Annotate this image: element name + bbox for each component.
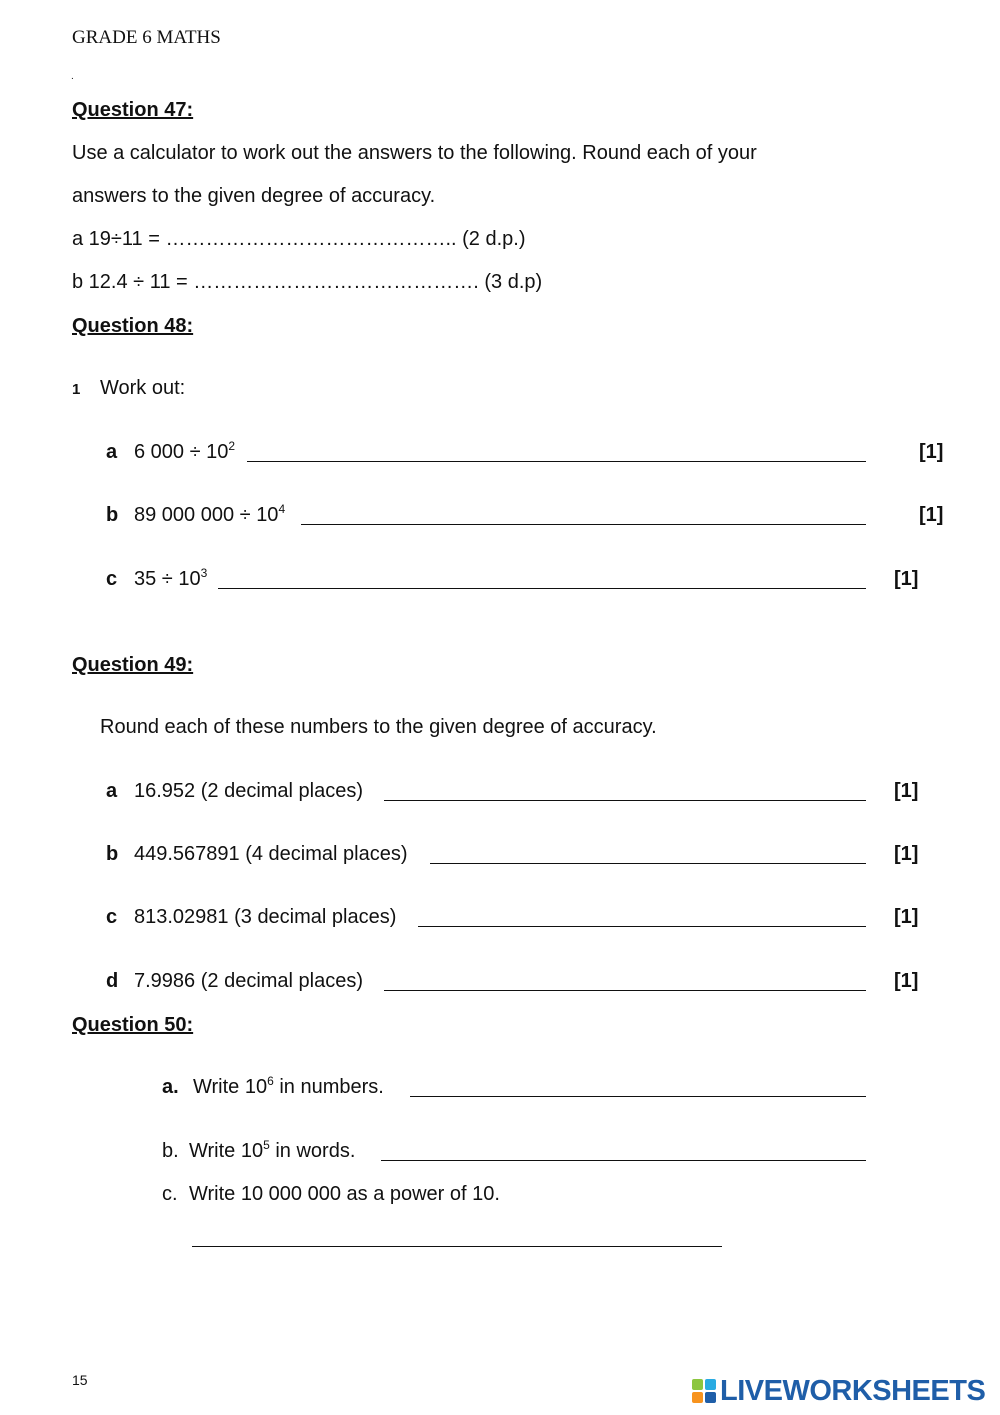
answer-line[interactable] — [430, 863, 866, 864]
answer-line[interactable] — [418, 926, 866, 927]
q49-mark: [1] — [894, 780, 919, 802]
q48-expression-base: 6 000 ÷ 10 — [134, 441, 229, 463]
q49-item-letter: a — [106, 780, 118, 802]
answer-line[interactable] — [247, 461, 866, 462]
q47-instruction-line2: answers to the given degree of accuracy. — [72, 185, 436, 207]
answer-line[interactable] — [301, 524, 866, 525]
answer-line[interactable] — [218, 588, 866, 589]
q47-instruction-line1: Use a calculator to work out the answers to the following. Round each of your — [72, 142, 757, 164]
page-header-title: GRADE 6 MATHS — [72, 27, 221, 48]
q48-expression-exponent: 3 — [200, 566, 208, 580]
q48-expression-exponent: 2 — [228, 439, 236, 453]
q48-item-letter: b — [106, 504, 119, 526]
q50-a-post: in numbers. — [279, 1076, 384, 1098]
logo-square — [692, 1392, 703, 1403]
q49-prompt: Round each of these numbers to the given degree of accuracy. — [100, 716, 657, 738]
q47-item-a[interactable]: a 19÷11 = …………………………………….. (2 d.p.) — [72, 228, 526, 250]
q48-item-letter: c — [106, 568, 118, 590]
logo-grid-icon — [692, 1379, 716, 1403]
q50-a-pre: Write 10 — [193, 1076, 268, 1098]
q47-item-b[interactable]: b 12.4 ÷ 11 = ……………………………………. (3 d.p) — [72, 271, 543, 293]
q48-item-expression — [134, 566, 208, 590]
q49-item-text: 813.02981 (3 decimal places) — [134, 906, 397, 928]
q50-a-letter: a. — [162, 1076, 179, 1098]
q48-item-expression — [134, 502, 286, 526]
q48-expression-base: 89 000 000 ÷ 10 — [134, 504, 279, 526]
answer-line[interactable] — [384, 800, 866, 801]
answer-line[interactable] — [192, 1246, 722, 1247]
header-dot: . — [71, 71, 74, 82]
question-48-heading: Question 48: — [72, 315, 194, 337]
q50-c-letter: c. — [162, 1183, 178, 1205]
q48-expression-exponent: 4 — [278, 502, 286, 516]
page-number: 15 — [72, 1372, 88, 1388]
q49-item-text: 449.567891 (4 decimal places) — [134, 843, 408, 865]
q50-b-letter: b. — [162, 1140, 179, 1162]
q49-item-letter: d — [106, 970, 119, 992]
q49-item-text: 7.9986 (2 decimal places) — [134, 970, 364, 992]
q48-number: 1 — [72, 381, 81, 398]
q49-mark: [1] — [894, 843, 919, 865]
q49-item-text: 16.952 (2 decimal places) — [134, 780, 364, 802]
logo-square — [705, 1379, 716, 1390]
q50-c-text: Write 10 000 000 as a power of 10. — [189, 1183, 500, 1205]
q50-b-text — [189, 1138, 356, 1162]
logo-square — [692, 1379, 703, 1390]
logo-square — [705, 1392, 716, 1403]
q48-expression-base: 35 ÷ 10 — [134, 568, 201, 590]
q49-item-letter: b — [106, 843, 119, 865]
question-49-heading: Question 49: — [72, 654, 194, 676]
question-50-heading: Question 50: — [72, 1014, 194, 1036]
answer-line[interactable] — [381, 1160, 866, 1161]
q48-prompt: Work out: — [100, 377, 186, 399]
q48-mark: [1] — [894, 568, 919, 590]
answer-line[interactable] — [384, 990, 866, 991]
q50-a-text — [193, 1074, 384, 1098]
q49-mark: [1] — [894, 970, 919, 992]
q48-mark: [1] — [919, 504, 944, 526]
q48-item-expression — [134, 439, 236, 463]
q49-mark: [1] — [894, 906, 919, 928]
q50-b-post: in words. — [275, 1140, 356, 1162]
q49-item-letter: c — [106, 906, 118, 928]
q48-mark: [1] — [919, 441, 944, 463]
question-47-heading: Question 47: — [72, 99, 194, 121]
q50-a-exponent: 6 — [267, 1074, 274, 1088]
q50-b-pre: Write 10 — [189, 1140, 264, 1162]
q50-b-exponent: 5 — [263, 1138, 270, 1152]
logo-text: LIVEWORKSHEETS — [720, 1375, 986, 1407]
q48-item-letter: a — [106, 441, 118, 463]
answer-line[interactable] — [410, 1096, 866, 1097]
